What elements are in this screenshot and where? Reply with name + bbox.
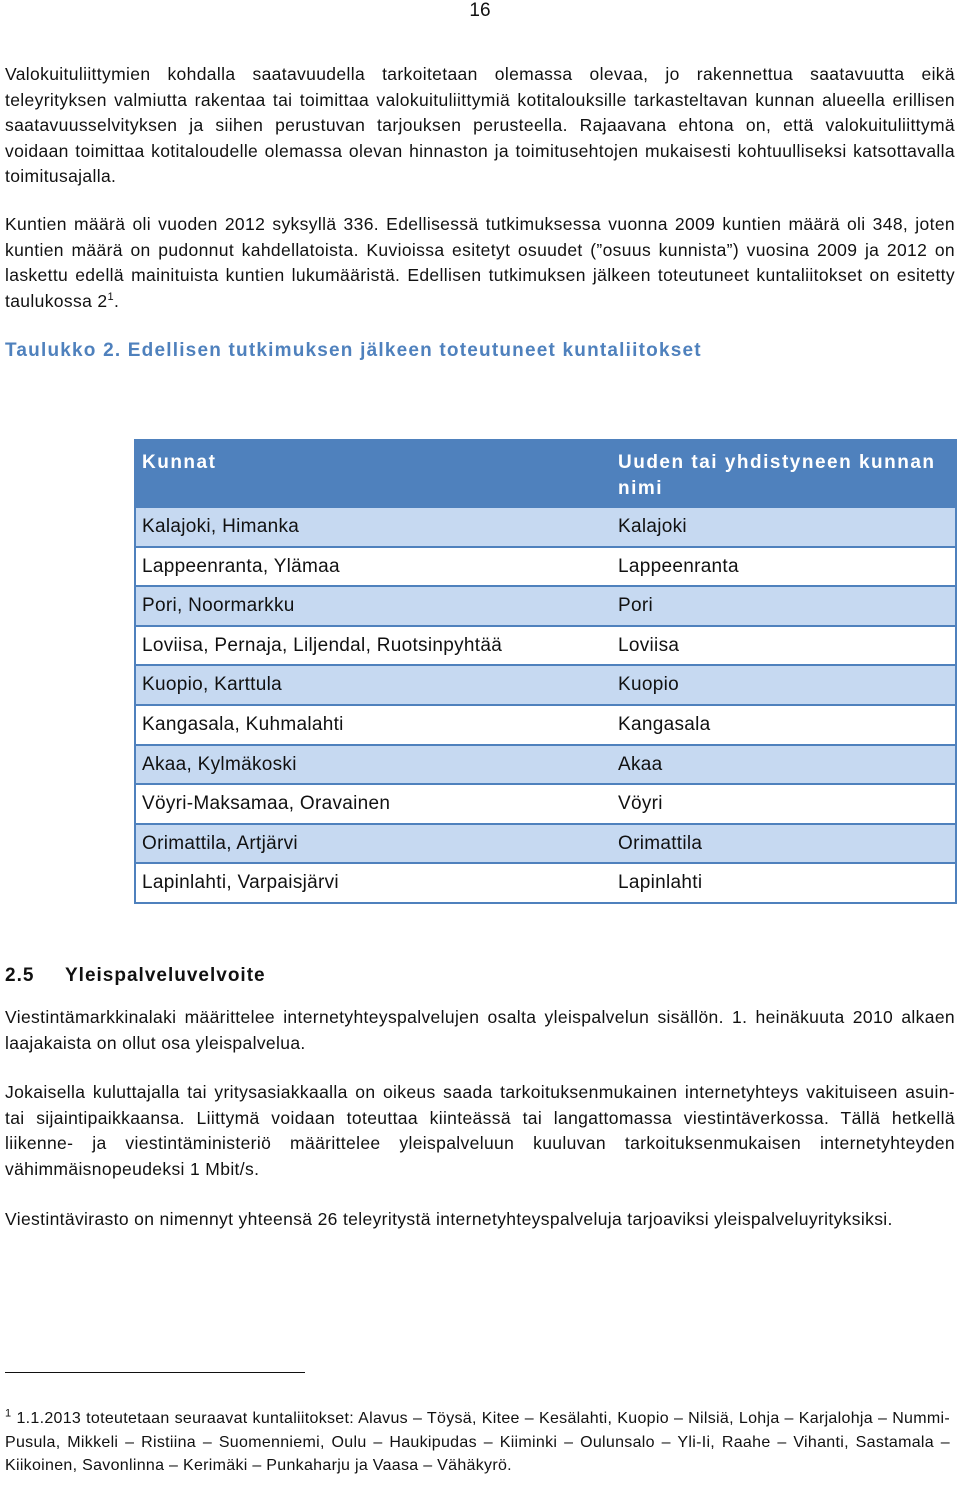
cell-new-municipality: Akaa: [612, 746, 955, 784]
cell-municipalities: Lapinlahti, Varpaisjärvi: [136, 864, 612, 902]
cell-new-municipality: Lapinlahti: [612, 864, 955, 902]
cell-municipalities: Kangasala, Kuhmalahti: [136, 706, 612, 744]
table-row: [136, 706, 955, 744]
cell-new-municipality: Vöyri: [612, 785, 955, 823]
cell-new-municipality: Kangasala: [612, 706, 955, 744]
cell-new-municipality: Lappeenranta: [612, 548, 955, 586]
paragraph-municipality-count-text: Kuntien määrä oli vuoden 2012 syksyllä 336. Edellisessä tutkimuksessa vuonna 2009 kuntien määrä oli 348, joten kuntien määrä on pudonnut kahdellatoista. Kuvioissa esitetyt osuudet (”osuus kunnista”) vuosina 2009 ja 2012 on laskettu edellä mainituista kuntien lukumääristä. Edellisen tutkimuksen jälkeen toteutuneet kuntaliitokset on esitetty taulukossa 2: [5, 213, 955, 311]
cell-municipalities: Pori, Noormarkku: [136, 587, 612, 625]
cell-new-municipality: Pori: [612, 587, 955, 625]
paragraph-operators: Viestintävirasto on nimennyt yhteensä 26 teleyritystä internetyhteyspalveluja tarjoaviksi yleispalveluyrityksiksi.: [5, 1208, 893, 1229]
section-title: Yleispalveluvelvoite: [65, 965, 266, 986]
footnote: [5, 1407, 950, 1478]
page-number: 16: [469, 0, 491, 21]
table-row: [136, 548, 955, 586]
table-row: [136, 508, 955, 546]
section-number: 2.5: [5, 965, 35, 986]
cell-new-municipality: Orimattila: [612, 825, 955, 863]
footnote-divider: [5, 1372, 305, 1373]
cell-municipalities: Lappeenranta, Ylämaa: [136, 548, 612, 586]
section-heading: [5, 965, 266, 987]
paragraph-municipality-count: [5, 212, 955, 314]
paragraph-right: Jokaisella kuluttajalla tai yritysasiakkaalla on oikeus saada tarkoituksenmukainen internetyhteys vakituiseen asuin- tai sijaintipaikkaansa. Liittymä voidaan toteuttaa kiinteässä tai langattomassa viestintäverkossa. Tällä hetkellä liikenne- ja viestintäministeriö määrittelee yleispalveluun kuuluvan tarkoituksenmukaisen internetyhteyden vähimmäisnopeudeksi 1 Mbit/s.: [5, 1082, 955, 1179]
paragraph-fiber-availability: Valokuituliittymien kohdalla saatavuudella tarkoitetaan olemassa olevaa, jo rakennettua saatavuutta eikä teleyrityksen valmiutta rakentaa tai toimittaa valokuituliittymiä kotitalouksille tarkasteltavan kunnan alueella erillisen saatavuusselvityksen ja siihen perustuvan tarjouksen perusteella. Rajaavana ehtona on, että valokuituliittymä voidaan toimittaa kotitaloudelle olemassa olevan hinnaston ja toimitusehtojen mukaisesti kohtuulliseksi katsottavalla toimitusajalla.: [5, 64, 955, 187]
footnote-marker: 1: [5, 1407, 12, 1420]
cell-new-municipality: Loviisa: [612, 627, 955, 665]
footnote-text: 1.1.2013 toteutetaan seuraavat kuntaliitokset: Alavus – Töysä, Kitee – Kesälahti, Kuopio – Nilsiä, Lohja – Karjalohja – Nummi-Pusula, Mikkeli – Ristiina – Suomenniemi, Oulu – Haukipudas – Kiiminki – Oulunsalo – Yli-Ii, Raahe – Vihanti, Sastamala – Kiikoinen, Savonlinna – Kerimäki – Punkaharju ja Vaasa – Vähäkyrö.: [5, 1410, 950, 1474]
cell-municipalities: Kalajoki, Himanka: [136, 508, 612, 546]
cell-municipalities: Orimattila, Artjärvi: [136, 825, 612, 863]
universal-service-section: [5, 1005, 955, 1256]
table-header-row: [136, 441, 955, 506]
cell-municipalities: Kuopio, Karttula: [136, 666, 612, 704]
table-row: [136, 785, 955, 823]
paragraph-law: Viestintämarkkinalaki määrittelee internetyhteyspalvelujen osalta yleispalvelun sisällön. 1. heinäkuuta 2010 alkaen laajakaista on ollut osa yleispalvelua.: [5, 1007, 955, 1053]
table-row: [136, 825, 955, 863]
paragraph-end: .: [113, 290, 120, 311]
table-row: [136, 864, 955, 902]
cell-municipalities: Akaa, Kylmäkoski: [136, 746, 612, 784]
cell-municipalities: Vöyri-Maksamaa, Oravainen: [136, 785, 612, 823]
footnote-reference[interactable]: 1: [107, 290, 114, 303]
table-row: [136, 587, 955, 625]
cell-new-municipality: Kalajoki: [612, 508, 955, 546]
municipal-mergers-table: [134, 439, 957, 904]
intro-section: [5, 62, 955, 364]
header-new-municipality: Uuden tai yhdistyneen kunnan nimi: [612, 441, 955, 506]
cell-municipalities: Loviisa, Pernaja, Liljendal, Ruotsinpyhtää: [136, 627, 612, 665]
header-municipalities: Kunnat: [136, 441, 612, 506]
table-row: [136, 666, 955, 704]
table-caption: Taulukko 2. Edellisen tutkimuksen jälkeen toteutuneet kuntaliitokset: [5, 340, 702, 362]
table-row: [136, 746, 955, 784]
cell-new-municipality: Kuopio: [612, 666, 955, 704]
table-row: [136, 627, 955, 665]
